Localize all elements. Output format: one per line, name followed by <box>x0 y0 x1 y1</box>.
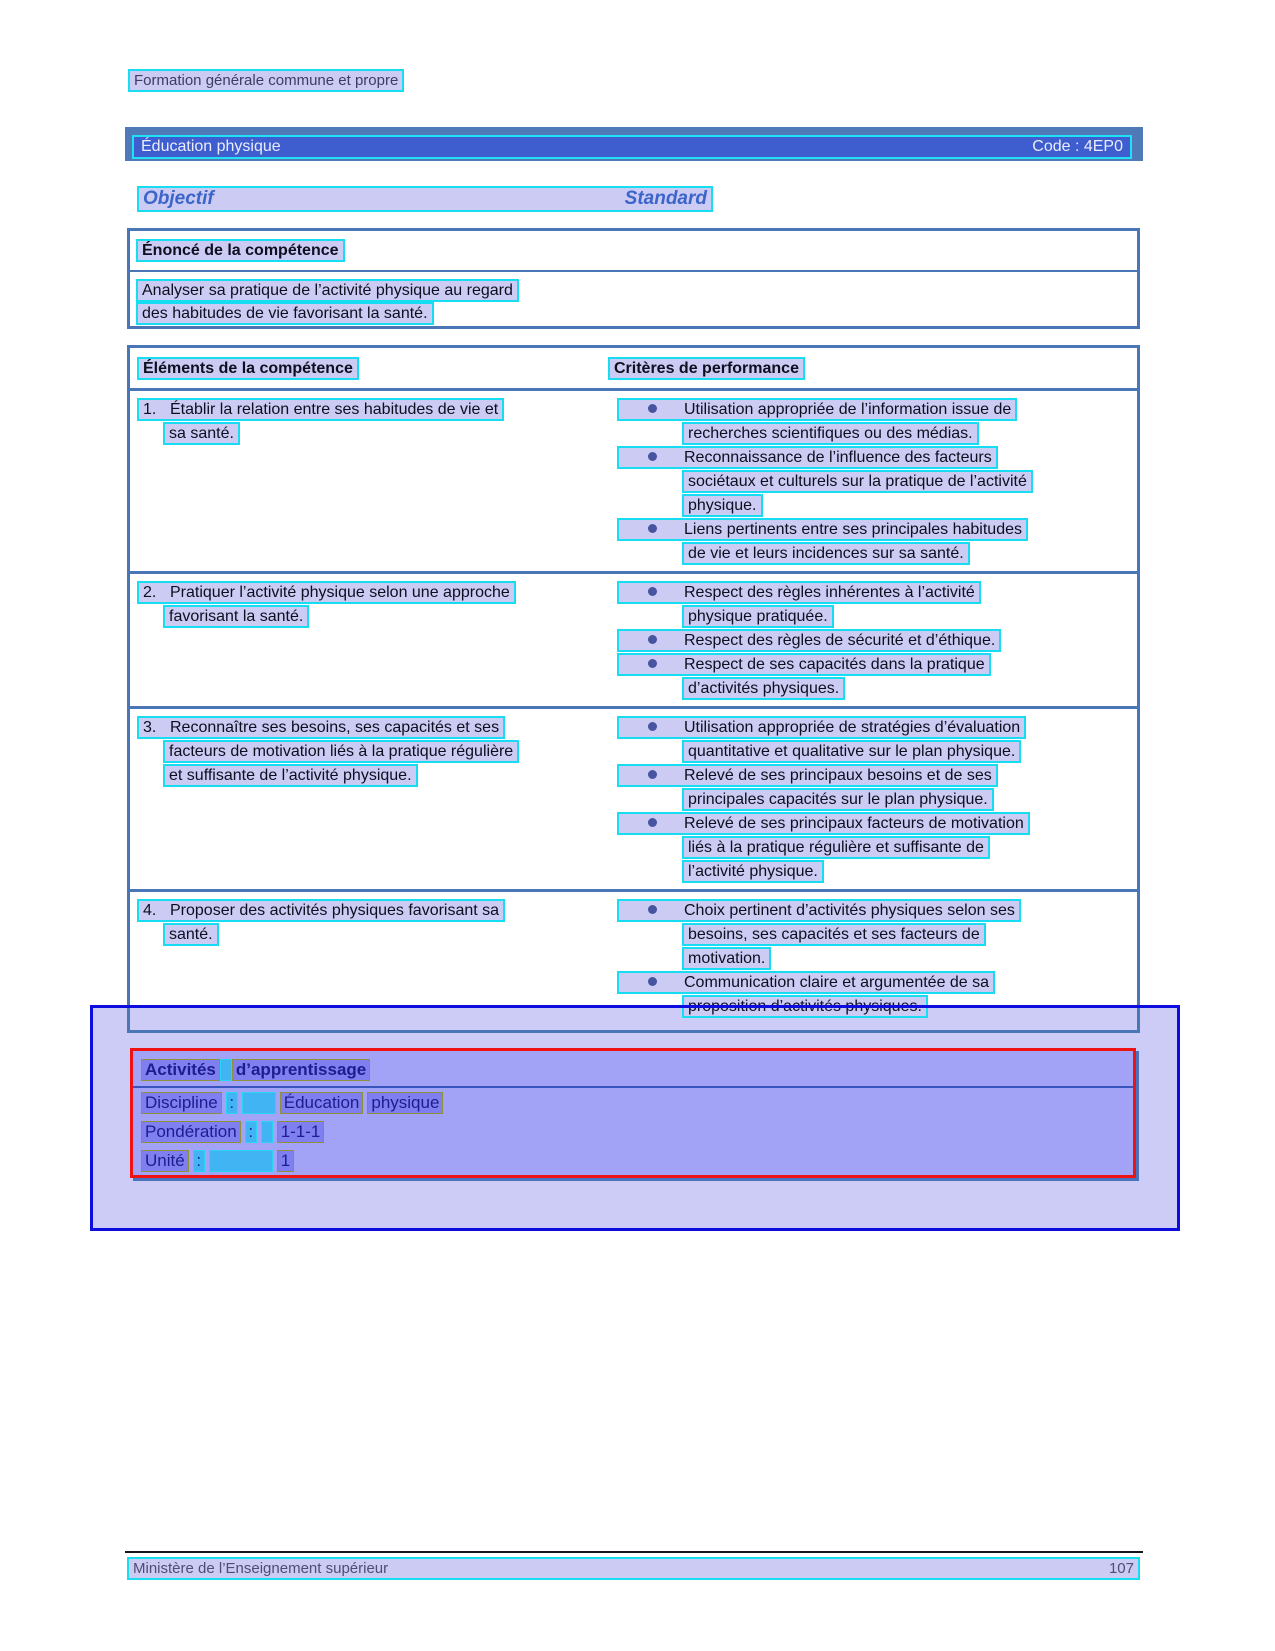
heading-standard: Standard <box>624 188 707 209</box>
activity-gap <box>261 1121 273 1143</box>
activity-value: Éducation <box>280 1092 364 1114</box>
bullet-icon <box>648 659 657 668</box>
row-number: 3. <box>143 719 157 736</box>
criterion-line <box>608 836 1137 860</box>
activity-colon: : <box>193 1150 205 1172</box>
header-highlight <box>132 135 1132 159</box>
course-title: Éducation physique <box>141 138 281 155</box>
criterion-line <box>608 947 1137 971</box>
criterion-line <box>608 470 1137 494</box>
enonce-line-text: Analyser sa pratique de l’activité physique au regard <box>136 279 519 302</box>
element-cell <box>130 581 608 701</box>
criterion-line <box>608 860 1137 884</box>
section-heading <box>137 186 713 212</box>
element-line-text: facteurs de motivation liés à la pratique régulière <box>163 740 519 763</box>
criterion-line <box>608 653 1137 677</box>
activity-gap <box>242 1092 276 1114</box>
criterion-line-text: physique. <box>682 494 763 517</box>
footer-left: Ministère de l’Enseignement supérieur <box>133 1560 389 1577</box>
criterion-line <box>608 446 1137 470</box>
top-label-text: Formation générale commune et propre <box>128 69 404 92</box>
criterion-line-text: de vie et leurs incidences sur sa santé. <box>682 542 970 565</box>
table-header-right-cell <box>608 357 1137 388</box>
course-code: Code : 4EP0 <box>1032 138 1123 155</box>
table-header-right: Critères de performance <box>608 357 805 380</box>
table-row <box>130 574 1137 709</box>
criterion-line <box>608 740 1137 764</box>
activity-value: physique <box>367 1092 443 1114</box>
criterion-line-text: sociétaux et culturels sur la pratique de l’activité <box>682 470 1033 493</box>
table-header-left-cell <box>130 357 608 388</box>
footer-rule <box>125 1551 1143 1553</box>
element-line <box>130 923 608 947</box>
element-line-text: et suffisante de l’activité physique. <box>163 764 418 787</box>
activity-colon: : <box>226 1092 238 1114</box>
criteria-cell <box>608 899 1137 1019</box>
footer-page-number: 107 <box>1108 1560 1134 1577</box>
element-cell <box>130 899 608 1019</box>
element-line-text: sa santé. <box>163 422 240 445</box>
row-number: 1. <box>143 401 157 418</box>
criterion-line-text: Respect des règles inhérentes à l’activité <box>617 581 981 604</box>
criterion-line <box>608 494 1137 518</box>
criterion-line <box>608 542 1137 566</box>
criteria-cell <box>608 398 1137 566</box>
criterion-line <box>608 518 1137 542</box>
criterion-line <box>608 422 1137 446</box>
footer-highlight <box>127 1557 1140 1580</box>
activities-title <box>133 1051 1133 1088</box>
bullet-icon <box>648 818 657 827</box>
criterion-line-text: liés à la pratique régulière et suffisante de <box>682 836 990 859</box>
activity-row <box>141 1092 1133 1117</box>
element-line-text: 4. Proposer des activités physiques favorisant sa <box>137 899 505 922</box>
criterion-line <box>608 398 1137 422</box>
criterion-line-text: quantitative et qualitative sur le plan physique. <box>682 740 1021 763</box>
enonce-line-text: des habitudes de vie favorisant la santé. <box>136 302 434 325</box>
element-cell <box>130 398 608 566</box>
activity-label: Unité <box>141 1150 189 1172</box>
element-line <box>130 581 608 605</box>
criterion-line <box>608 581 1137 605</box>
criterion-line-text: Respect de ses capacités dans la pratique <box>617 653 991 676</box>
table-header-left: Éléments de la compétence <box>137 357 359 380</box>
criteria-cell <box>608 716 1137 884</box>
element-cell <box>130 716 608 884</box>
criterion-line-text: recherches scientifiques ou des médias. <box>682 422 979 445</box>
element-line-text: 2. Pratiquer l’activité physique selon une approche <box>137 581 516 604</box>
bullet-icon <box>648 977 657 986</box>
criterion-line-text: d’activités physiques. <box>682 677 845 700</box>
header-bar <box>125 127 1143 161</box>
section-heading-highlight <box>137 186 713 212</box>
top-label <box>128 69 404 92</box>
criterion-line <box>608 899 1137 923</box>
criterion-line-text: l’activité physique. <box>682 860 824 883</box>
table-row <box>130 391 1137 574</box>
bullet-icon <box>648 770 657 779</box>
element-line <box>130 899 608 923</box>
element-line <box>130 605 608 629</box>
criterion-line-text: motivation. <box>682 947 771 970</box>
activities-title-word: Activités <box>141 1059 220 1081</box>
element-line-text: santé. <box>163 923 219 946</box>
criterion-line-text: Utilisation appropriée de l’information issue de <box>617 398 1017 421</box>
bullet-icon <box>648 722 657 731</box>
activity-gap <box>209 1150 273 1172</box>
criterion-line <box>608 923 1137 947</box>
bullet-icon <box>648 524 657 533</box>
activities-title-word: d’apprentissage <box>232 1059 370 1081</box>
activities-rows <box>133 1092 1133 1175</box>
criterion-line <box>608 629 1137 653</box>
bullet-icon <box>648 587 657 596</box>
enonce-box <box>127 228 1140 329</box>
bullet-icon <box>648 404 657 413</box>
element-line-text: favorisant la santé. <box>163 605 309 628</box>
activity-label: Discipline <box>141 1092 222 1114</box>
competence-table <box>127 345 1140 1033</box>
criteria-cell <box>608 581 1137 701</box>
row-number: 2. <box>143 584 157 601</box>
activity-value: 1-1-1 <box>277 1121 325 1143</box>
criterion-line-text: Relevé de ses principaux besoins et de ses <box>617 764 998 787</box>
activity-value: 1 <box>277 1150 294 1172</box>
element-line <box>130 422 608 446</box>
enonce-title: Énoncé de la compétence <box>136 239 345 262</box>
enonce-title-line <box>136 239 1131 262</box>
footer <box>127 1557 1140 1580</box>
criterion-line-text: Communication claire et argumentée de sa <box>617 971 995 994</box>
activity-row <box>141 1121 1133 1146</box>
table-header-row <box>130 348 1137 391</box>
criterion-line-text: principales capacités sur le plan physique. <box>682 788 994 811</box>
criterion-line-text: Liens pertinents entre ses principales habitudes <box>617 518 1028 541</box>
criterion-line <box>608 812 1137 836</box>
activities-box <box>130 1048 1136 1178</box>
bullet-icon <box>648 635 657 644</box>
criterion-line <box>608 971 1137 995</box>
activity-label: Pondération <box>141 1121 241 1143</box>
annotation-topline <box>90 1005 1180 1008</box>
table-rows <box>130 391 1137 1024</box>
row-number: 4. <box>143 902 157 919</box>
enonce-divider <box>130 270 1137 272</box>
enonce-line <box>136 279 1131 302</box>
element-line <box>130 764 608 788</box>
criterion-line-text: Reconnaissance de l’influence des facteurs <box>617 446 998 469</box>
element-line-text: 1. Établir la relation entre ses habitudes de vie et <box>137 398 504 421</box>
element-line <box>130 398 608 422</box>
criterion-line <box>608 716 1137 740</box>
criterion-line-text: physique pratiquée. <box>682 605 834 628</box>
table-row <box>130 709 1137 892</box>
criterion-line-text: Choix pertinent d’activités physiques selon ses <box>617 899 1021 922</box>
criterion-line <box>608 605 1137 629</box>
criterion-line-text: Relevé de ses principaux facteurs de motivation <box>617 812 1030 835</box>
enonce-body <box>136 279 1131 325</box>
heading-objectif: Objectif <box>143 188 214 209</box>
criterion-line <box>608 764 1137 788</box>
criterion-line-text: Utilisation appropriée de stratégies d’évaluation <box>617 716 1026 739</box>
element-line <box>130 740 608 764</box>
bullet-icon <box>648 905 657 914</box>
word-gap-box <box>220 1059 232 1081</box>
activity-row <box>141 1150 1133 1175</box>
criterion-line-text: Respect des règles de sécurité et d’éthique. <box>617 629 1001 652</box>
bullet-icon <box>648 452 657 461</box>
element-line <box>130 716 608 740</box>
criterion-line-text: besoins, ses capacités et ses facteurs de <box>682 923 986 946</box>
criterion-line <box>608 677 1137 701</box>
criterion-line <box>608 788 1137 812</box>
element-line-text: 3. Reconnaître ses besoins, ses capacités et ses <box>137 716 505 739</box>
activity-colon: : <box>245 1121 257 1143</box>
enonce-line <box>136 302 1131 325</box>
